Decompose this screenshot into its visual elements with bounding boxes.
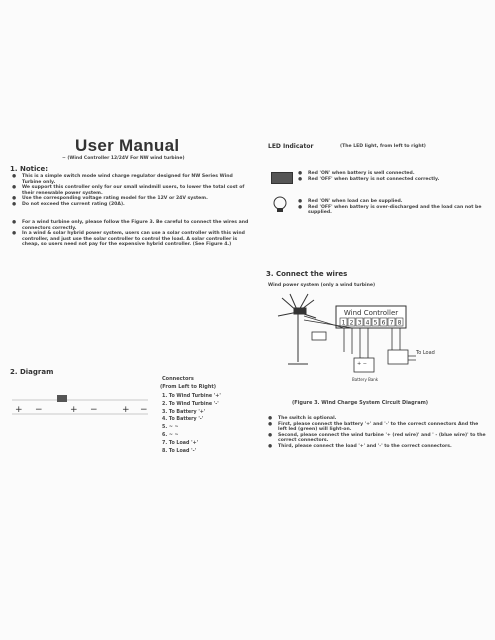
list-item: ● Red 'OFF' when battery is over-discharged and the load can not be supplied. bbox=[298, 205, 488, 216]
figure-caption: (Figure 3. Wind Charge System Circuit Diagram) bbox=[292, 400, 429, 406]
circuit-diagram bbox=[268, 292, 448, 387]
list-item: ● Red 'OFF' when battery is not connected correctly. bbox=[298, 177, 488, 183]
led-load-list bbox=[298, 199, 488, 216]
list-item: ● In a wind & solar hybrid power system, users can use a solar controller with this wind controller, and just use the solar controller to control the load. A solar controller is cheap, so users need not pay for the expensive hybrid controller. (See Figure 4.) bbox=[12, 231, 250, 248]
wiring-steps bbox=[268, 416, 488, 449]
list-item: ● Use the corresponding voltage rating model for the 12V or 24V system. bbox=[12, 196, 250, 202]
notice-list bbox=[12, 174, 250, 207]
wires-sub: Wind power system (only a wind turbine) bbox=[268, 283, 376, 288]
controller-front-diagram bbox=[10, 392, 150, 422]
to-load-label: To Load bbox=[416, 350, 435, 356]
battery-bank-label: Battery Bank bbox=[352, 377, 379, 382]
switch-icon bbox=[312, 332, 326, 340]
connectors-list bbox=[162, 393, 221, 455]
terminal-number: 5 bbox=[373, 319, 378, 327]
page-title: User Manual bbox=[75, 136, 180, 155]
terminal-number: 6 bbox=[381, 319, 386, 327]
list-item: 3. To Battery '+' bbox=[162, 409, 206, 415]
list-item: ● This is a simple switch mode wind charge regulator designed for NW Series Wind Turbine only. bbox=[12, 174, 250, 185]
plus-terminal: + bbox=[122, 405, 130, 415]
terminal-number: 3 bbox=[357, 319, 362, 327]
led-heading: LED Indicator bbox=[268, 143, 314, 150]
battery-icon bbox=[271, 172, 293, 184]
terminal-number: 1 bbox=[341, 319, 346, 327]
terminal-number: 2 bbox=[349, 319, 354, 327]
minus-terminal: − bbox=[140, 405, 148, 415]
minus-terminal: − bbox=[90, 405, 98, 415]
list-item: 8. To Load '-' bbox=[162, 448, 197, 454]
led-battery-list bbox=[298, 171, 488, 182]
list-item: 1. To Wind Turbine '+' bbox=[162, 394, 221, 399]
page-subtitle: ~ (Wind Controller 12/24V For NW wind turbine) bbox=[62, 156, 185, 161]
list-item: 4. To Battery '-' bbox=[162, 417, 204, 423]
list-item: ● Red 'ON' when battery is well connected. bbox=[298, 171, 488, 177]
controller-label: Wind Controller bbox=[343, 309, 399, 317]
plus-terminal: + bbox=[15, 405, 23, 415]
list-item: 2. To Wind Turbine '-' bbox=[162, 401, 219, 407]
list-item: ● Red 'ON' when load can be supplied. bbox=[298, 199, 488, 205]
list-item: ● We support this controller only for our small windmill users, to lower the total cost of their renewable power system. bbox=[12, 185, 250, 196]
plus-terminal: + bbox=[70, 405, 78, 415]
list-item: ● Third, please connect the load '+' and '-' to the correct connectors. bbox=[268, 444, 488, 450]
battery-icon bbox=[57, 395, 67, 402]
terminal-number: 4 bbox=[365, 319, 370, 327]
list-item: 5. ~ ~ bbox=[162, 425, 179, 431]
list-item: ● Do not exceed the current rating (20A). bbox=[12, 202, 250, 208]
load-icon bbox=[388, 350, 408, 364]
list-item: 7. To Load '+' bbox=[162, 440, 199, 446]
list-item: ● Second, please connect the wind turbine '+ (red wire)' and ' - (blue wire)' to the correct connectors. bbox=[268, 433, 488, 444]
led-sub: (The LED light, from left to right) bbox=[340, 144, 426, 149]
svg-text:+ −: + − bbox=[357, 361, 367, 367]
bulb-icon bbox=[271, 196, 289, 214]
list-item: ● The switch is optional. bbox=[268, 416, 488, 422]
terminal-number: 8 bbox=[397, 319, 402, 327]
notice-heading: 1. Notice: bbox=[10, 165, 49, 173]
minus-terminal: − bbox=[35, 405, 43, 415]
list-item: 6. ~ ~ bbox=[162, 432, 179, 438]
connectors-sub: (From Left to Right) bbox=[160, 384, 217, 390]
list-item: ● First, please connect the battery '+' and '-' to the correct connectors And the left led (green) will light-on. bbox=[268, 422, 488, 433]
wind-turbine-icon bbox=[278, 294, 316, 362]
diagram-heading: 2. Diagram bbox=[10, 368, 54, 376]
list-item: ● For a wind turbine only, please follow the Figure 3. Be careful to connect the wires and connectors correctly. bbox=[12, 220, 250, 231]
wires-heading: 3. Connect the wires bbox=[266, 270, 348, 278]
connectors-title: Connectors bbox=[162, 376, 194, 382]
terminal-number: 7 bbox=[389, 319, 394, 327]
notice-list-2 bbox=[12, 220, 250, 248]
